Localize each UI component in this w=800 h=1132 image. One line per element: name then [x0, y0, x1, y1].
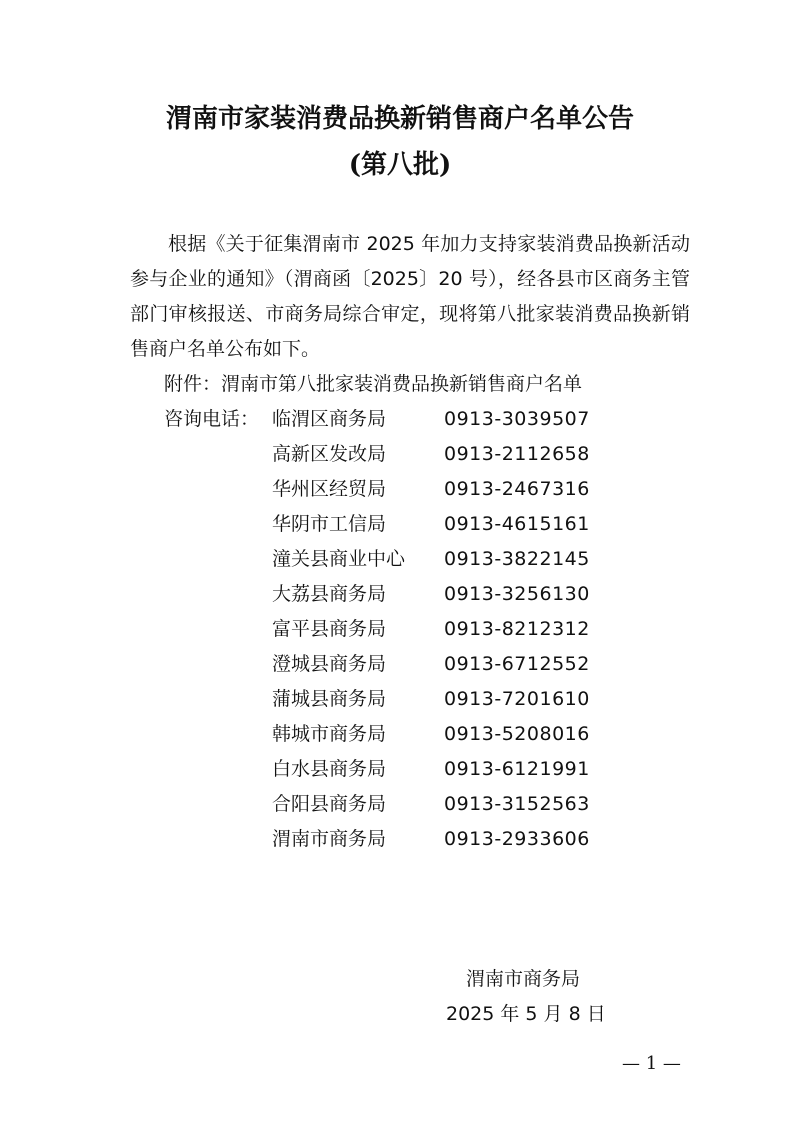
signer-org: 渭南市商务局: [466, 968, 581, 990]
contact-phone: 0913-3256130: [444, 583, 590, 605]
contact-row: [272, 542, 632, 577]
contact-dept: 富平县商务局: [272, 618, 387, 640]
contact-phone: 0913-5208016: [444, 723, 590, 745]
contact-row: [272, 787, 632, 822]
contact-row: [272, 612, 632, 647]
contact-phone: 0913-2467316: [444, 478, 590, 500]
contact-row: [272, 822, 632, 857]
body-paragraph: 根据《关于征集渭南市 2025 年加力支持家装消费品换新活动参与企业的通知》（渭商函〔2025〕20 号），经各县市区商务主管部门审核报送、市商务局综合审定，现将第八批家装消费品换新销售商户名单公布如下。: [130, 233, 690, 360]
attachment-line: 附件：渭南市第八批家装消费品换新销售商户名单: [164, 373, 583, 395]
contact-phone: 0913-2933606: [444, 828, 590, 850]
contact-phone: 0913-4615161: [444, 513, 590, 535]
contact-row: [272, 577, 632, 612]
contact-dept: 大荔县商务局: [272, 583, 387, 605]
contact-row: [272, 682, 632, 717]
issue-date: 2025 年 5 月 8 日: [446, 1003, 606, 1025]
contact-phone: 0913-6121991: [444, 758, 590, 780]
contact-dept: 渭南市商务局: [272, 828, 387, 850]
contact-phone: 0913-3152563: [444, 793, 590, 815]
contact-phone: 0913-6712552: [444, 653, 590, 675]
contact-row: [272, 507, 632, 542]
contact-row: [272, 437, 632, 472]
contact-row: [272, 402, 632, 437]
contact-row: [272, 717, 632, 752]
contact-dept: 华阴市工信局: [272, 513, 387, 535]
contact-phone: 0913-3822145: [444, 548, 590, 570]
document-title: 渭南市家装消费品换新销售商户名单公告: [165, 104, 634, 134]
contact-dept: 蒲城县商务局: [272, 688, 387, 710]
contact-dept: 合阳县商务局: [272, 793, 387, 815]
contact-dept: 临渭区商务局: [272, 408, 387, 430]
contact-row: [272, 752, 632, 787]
contact-phone: 0913-3039507: [444, 408, 590, 430]
contact-dept: 澄城县商务局: [272, 653, 387, 675]
contact-dept: 高新区发改局: [272, 443, 387, 465]
contact-phone: 0913-7201610: [444, 688, 590, 710]
contact-dept: 潼关县商业中心: [272, 548, 406, 570]
contact-phone: 0913-8212312: [444, 618, 590, 640]
contact-row: [272, 472, 632, 507]
contact-dept: 白水县商务局: [272, 758, 387, 780]
contact-dept: 韩城市商务局: [272, 723, 387, 745]
contact-row: [272, 647, 632, 682]
contact-label: 咨询电话：: [164, 408, 260, 430]
contact-list: [272, 402, 632, 857]
contact-phone: 0913-2112658: [444, 443, 590, 465]
contact-dept: 华州区经贸局: [272, 478, 387, 500]
document-subtitle: (第八批): [348, 150, 452, 180]
page-number: — 1 —: [622, 1053, 681, 1074]
